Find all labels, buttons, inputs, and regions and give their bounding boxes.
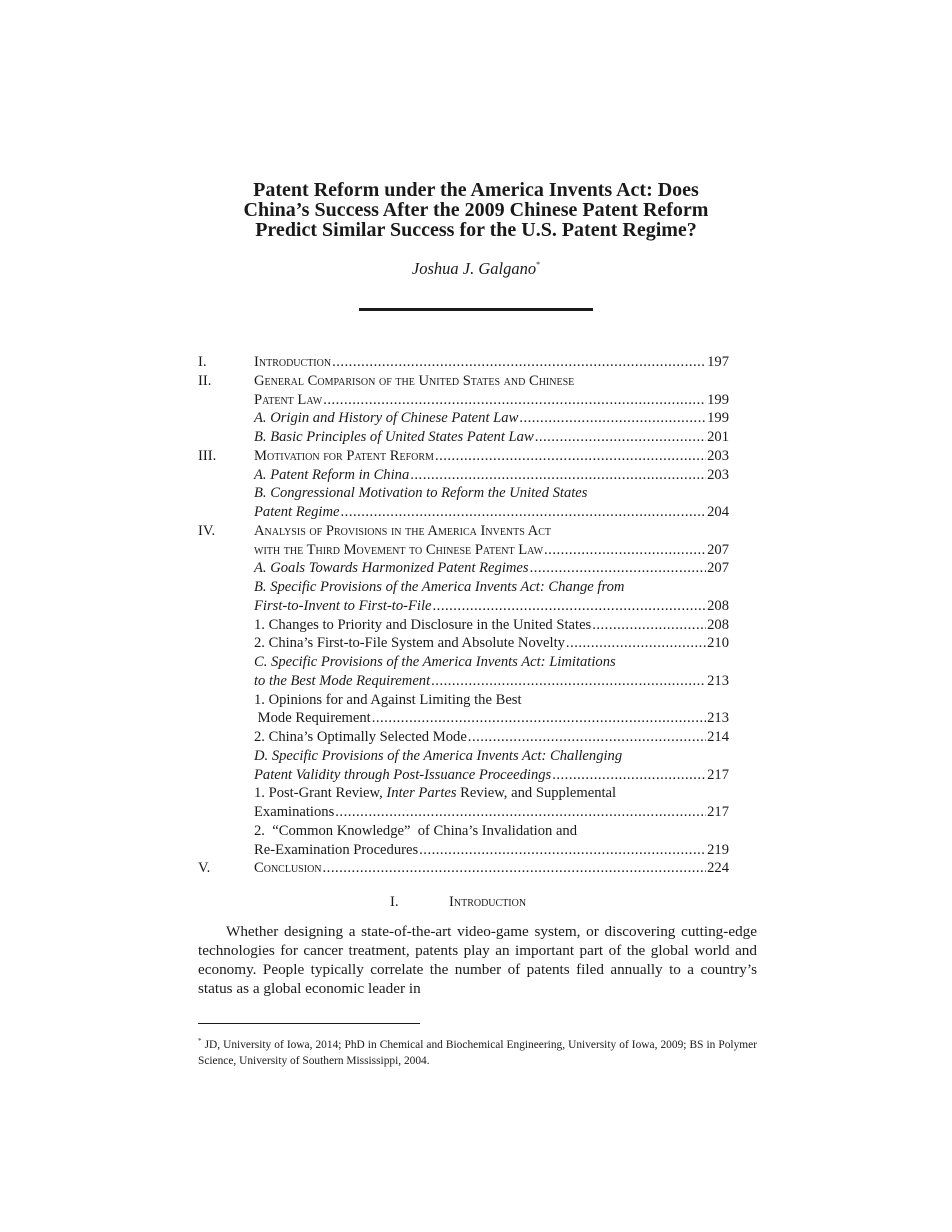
toc-entry [254, 391, 729, 410]
toc-entry-segment: 1. Changes to Priority and Disclosure in the United States [254, 616, 592, 633]
toc-row[interactable] [198, 841, 729, 860]
toc-entry-text [254, 709, 371, 728]
toc-leader-dots [372, 709, 706, 728]
toc-entry [254, 466, 729, 485]
toc-page-number: 214 [707, 729, 729, 745]
toc-page-number: 207 [707, 560, 729, 577]
toc-entry [254, 578, 729, 597]
toc-entry-segment: General Comparison of the United States and Chinese [254, 372, 575, 389]
toc-row[interactable] [198, 709, 729, 728]
toc-row[interactable] [198, 372, 729, 391]
toc-leader-dots [431, 672, 706, 691]
toc-entry-text [254, 691, 522, 710]
toc-page-number: 204 [707, 504, 729, 520]
toc-page-number: 213 [707, 710, 729, 727]
toc-page-number: 197 [707, 354, 729, 370]
toc-section-number: II. [198, 372, 212, 389]
toc-entry-segment: Patent Law [254, 391, 323, 408]
toc-row[interactable] [198, 766, 729, 785]
toc-section-number: V. [198, 860, 211, 877]
footnote-mark: * [198, 1037, 202, 1045]
toc-entry-text [254, 428, 534, 447]
toc-row[interactable] [198, 672, 729, 691]
toc-entry [254, 691, 729, 710]
toc-page-number: 217 [707, 804, 729, 820]
toc-entry [254, 841, 729, 860]
toc-entry-text [254, 653, 616, 672]
toc-entry-segment: Patent Validity through Post-Issuance Proceedings [254, 766, 552, 783]
toc-entry-segment: 2. China’s First-to-File System and Absolute Novelty [254, 635, 565, 652]
toc-page-number: 199 [707, 391, 729, 408]
toc-row[interactable] [198, 559, 729, 578]
toc-entry-segment: 1. Opinions for and Against Limiting the Best [254, 691, 522, 708]
toc-leader-dots [566, 634, 706, 653]
footnote-text: JD, University of Iowa, 2014; PhD in Chemical and Biochemical Engineering, University of Iowa, 2009; BS in Polymer Science, University of Southern Mississippi, 2004. [198, 1039, 757, 1067]
toc-row[interactable] [198, 522, 729, 541]
toc-row[interactable] [198, 541, 729, 560]
toc-leader-dots [544, 541, 706, 560]
toc-entry-text [254, 803, 334, 822]
toc-entry [254, 559, 729, 578]
author-byline [0, 259, 952, 279]
toc-row[interactable] [198, 634, 729, 653]
toc-entry-segment: Analysis of Provisions in the America Invents Act [254, 522, 551, 539]
toc-entry-segment: Patent Regime [254, 504, 340, 520]
toc-entry [254, 372, 729, 391]
toc-row[interactable] [198, 353, 729, 372]
toc-row[interactable] [198, 578, 729, 597]
section-number: I. [390, 894, 399, 910]
toc-entry [254, 634, 729, 653]
toc-entry-text [254, 672, 430, 691]
toc-page-number: 224 [707, 860, 729, 877]
title-line: China’s Success After the 2009 Chinese Patent Reform [243, 199, 709, 221]
toc-entry-text [254, 503, 340, 522]
toc-entry [254, 672, 729, 691]
toc-leader-dots [519, 409, 706, 428]
toc-entry-text [254, 822, 577, 841]
toc-entry-segment: Re-Examination Procedures [254, 841, 419, 858]
footnote-divider [198, 1023, 420, 1024]
toc-entry-segment: A. Goals Towards Harmonized Patent Regimes [254, 560, 529, 577]
toc-row[interactable] [198, 447, 729, 466]
author-footnote-mark[interactable]: * [536, 260, 541, 269]
toc-entry-text [254, 784, 616, 803]
toc-entry [254, 616, 729, 635]
author-name: Joshua J. Galgano [411, 259, 537, 278]
toc-row[interactable] [198, 803, 729, 822]
toc-entry-text [254, 841, 418, 860]
toc-entry-segment: Conclusion [254, 860, 322, 877]
toc-entry-segment: with the Third Movement to Chinese Patent Law [254, 541, 544, 558]
toc-entry-text [254, 634, 565, 653]
toc-entry [254, 859, 729, 878]
toc-entry-segment: Inter Partes [386, 785, 457, 802]
toc-row[interactable] [198, 747, 729, 766]
toc-row[interactable] [198, 503, 729, 522]
toc-entry [254, 803, 729, 822]
toc-row[interactable] [198, 822, 729, 841]
toc-row[interactable] [198, 409, 729, 428]
toc-entry-text [254, 372, 574, 391]
toc-row[interactable] [198, 784, 729, 803]
toc-entry [254, 353, 729, 372]
toc-entry-text [254, 747, 622, 766]
toc-entry-segment: 2. “Common Knowledge” of China’s Invalidation and [254, 822, 578, 839]
toc-entry-segment: B. Basic Principles of United States Patent Law [254, 429, 534, 445]
toc-entry-text [254, 766, 551, 785]
toc-entry-segment: Review, and Supplemental [456, 785, 617, 802]
toc-leader-dots [419, 841, 706, 860]
toc-entry-segment: First-to-Invent to First-to-File [254, 597, 432, 614]
toc-leader-dots [530, 559, 707, 578]
toc-entry [254, 653, 729, 672]
toc-entry-text [254, 616, 591, 635]
table-of-contents [198, 353, 729, 878]
toc-page-number: 203 [707, 447, 729, 464]
toc-row[interactable] [198, 616, 729, 635]
toc-row[interactable] [198, 859, 729, 878]
toc-page-number: 208 [707, 597, 729, 614]
toc-leader-dots [592, 616, 706, 635]
toc-entry-segment: B. Congressional Motivation to Reform the United States [254, 485, 588, 502]
toc-entry-text [254, 859, 322, 878]
title-line: Predict Similar Success for the U.S. Patent Regime? [255, 219, 697, 241]
toc-entry-text [254, 447, 434, 466]
toc-leader-dots [323, 859, 707, 878]
toc-entry-segment: Motivation for Patent Reform [254, 447, 434, 464]
toc-entry [254, 484, 729, 503]
toc-entry [254, 709, 729, 728]
toc-entry-text [254, 541, 543, 560]
article-title [0, 180, 952, 240]
body-text [198, 922, 757, 998]
toc-entry [254, 728, 729, 747]
toc-entry-segment: Examinations [254, 804, 335, 820]
toc-entry-text [254, 522, 551, 541]
toc-entry-text [254, 353, 331, 372]
paragraph: Whether designing a state-of-the-art video-game system, or discovering cutting-edge technologies for cancer treatment, patents play an important part of the global world and economy. People typically correlate the number of patents filed annually to a country’s status as a global economic leader in [198, 923, 757, 997]
toc-entry-segment: D. Specific Provisions of the America Invents Act: Challenging [254, 747, 623, 764]
toc-page-number: 217 [707, 766, 729, 783]
toc-entry [254, 597, 729, 616]
toc-row[interactable] [198, 484, 729, 503]
toc-page-number: 199 [707, 410, 729, 427]
toc-leader-dots [332, 353, 706, 372]
toc-entry-segment: to the Best Mode Requirement [254, 672, 431, 689]
toc-entry [254, 766, 729, 785]
toc-page-number: 210 [707, 635, 729, 652]
toc-entry-text [254, 728, 467, 747]
toc-entry [254, 747, 729, 766]
toc-row[interactable] [198, 653, 729, 672]
toc-entry-text [254, 409, 518, 428]
toc-entry-text [254, 578, 624, 597]
toc-leader-dots [410, 466, 706, 485]
toc-page-number: 208 [707, 616, 729, 633]
toc-entry [254, 409, 729, 428]
toc-entry [254, 522, 729, 541]
toc-row[interactable] [198, 466, 729, 485]
toc-section-number: IV. [198, 522, 216, 539]
toc-leader-dots [433, 597, 707, 616]
toc-leader-dots [435, 447, 706, 466]
toc-entry [254, 822, 729, 841]
section-title: Introduction [449, 894, 527, 910]
toc-page-number: 219 [707, 841, 729, 858]
toc-page-number: 207 [707, 541, 729, 558]
toc-entry-segment: 1. Post-Grant Review, [254, 785, 387, 802]
toc-entry [254, 428, 729, 447]
toc-entry-text [254, 391, 322, 410]
toc-entry-segment: B. Specific Provisions of the America Invents Act: Change from [254, 579, 625, 595]
toc-entry-segment: A. Origin and History of Chinese Patent Law [254, 410, 519, 427]
toc-row[interactable] [198, 728, 729, 747]
toc-leader-dots [468, 728, 706, 747]
toc-entry-segment: 2. China’s Optimally Selected Mode [254, 729, 467, 745]
toc-entry-segment: Introduction [254, 354, 332, 370]
toc-entry [254, 447, 729, 466]
toc-entry-text [254, 597, 432, 616]
toc-entry-segment: A. Patent Reform in China [254, 466, 410, 483]
toc-page-number: 203 [707, 466, 729, 483]
toc-row[interactable] [198, 691, 729, 710]
toc-entry-text [254, 559, 529, 578]
toc-leader-dots [535, 428, 706, 447]
toc-section-number: III. [198, 447, 217, 464]
toc-entry [254, 784, 729, 803]
toc-leader-dots [335, 803, 706, 822]
toc-row[interactable] [198, 428, 729, 447]
toc-section-number: I. [198, 354, 207, 370]
toc-row[interactable] [198, 597, 729, 616]
toc-entry [254, 503, 729, 522]
toc-entry-text [254, 484, 587, 503]
toc-leader-dots [341, 503, 707, 522]
toc-entry [254, 541, 729, 560]
toc-page-number: 201 [707, 429, 729, 445]
toc-leader-dots [552, 766, 706, 785]
title-line: Patent Reform under the America Invents Act: Does [253, 179, 699, 201]
title-divider [359, 308, 593, 311]
toc-page-number: 213 [707, 672, 729, 689]
toc-entry-segment: C. Specific Provisions of the America Invents Act: Limitations [254, 654, 616, 670]
footnote [198, 1034, 757, 1069]
toc-entry-text [254, 466, 409, 485]
toc-row[interactable] [198, 391, 729, 410]
toc-leader-dots [323, 391, 706, 410]
toc-entry-segment: Mode Requirement [254, 710, 371, 727]
